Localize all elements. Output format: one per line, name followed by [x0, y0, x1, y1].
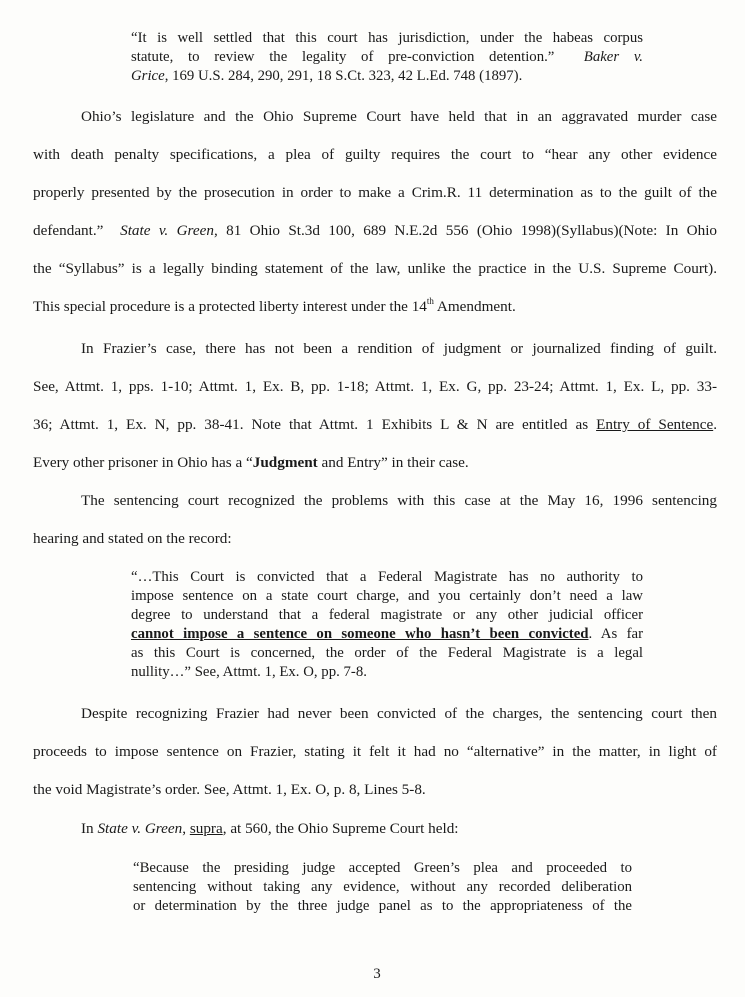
- page-number: 3: [373, 966, 381, 982]
- paragraph-line: The sentencing court recognized the problems with this case at the May 16, 1996 sentencing: [81, 492, 717, 509]
- paragraph-line: defendant.” State v. Green, 81 Ohio St.3d 100, 689 N.E.2d 556 (Ohio 1998)(Syllabus)(Note: In Ohio: [33, 222, 718, 239]
- emphasized-phrase: cannot impose a sentence on someone who hasn’t been convicted: [131, 626, 589, 642]
- case-citation: Grice: [131, 68, 165, 84]
- paragraph-line: the “Syllabus” is a legally binding statement of the law, unlike the practice in the U.S. Supreme Court).: [33, 260, 717, 277]
- quote-line: Grice, 169 U.S. 284, 290, 291, 18 S.Ct. 323, 42 L.Ed. 748 (1897).: [131, 68, 523, 84]
- paragraph-line: properly presented by the prosecution in order to make a Crim.R. 11 determination as to the guilt of the: [33, 184, 717, 201]
- quote-line: “…This Court is convicted that a Federal Magistrate has no authority to: [131, 569, 643, 585]
- quote-line: or determination by the three judge panel as to the appropriateness of the: [133, 898, 632, 914]
- case-citation: Baker v.: [583, 49, 643, 65]
- paragraph-line: In Frazier’s case, there has not been a rendition of judgment or journalized finding of guilt.: [81, 340, 717, 357]
- quote-line: statute, to review the legality of pre-conviction detention.” Baker v.: [131, 49, 643, 65]
- paragraph-line: Every other prisoner in Ohio has a “Judgment and Entry” in their case.: [33, 454, 469, 471]
- paragraph-line: Ohio’s legislature and the Ohio Supreme Court have held that in an aggravated murder case: [81, 108, 717, 125]
- paragraph-line: In State v. Green, supra, at 560, the Ohio Supreme Court held:: [81, 820, 459, 837]
- paragraph-line: with death penalty specifications, a plea of guilty requires the court to “hear any other evidence: [33, 146, 717, 163]
- quote-line: degree to understand that a federal magistrate or any other judicial officer: [131, 607, 643, 623]
- quote-line: nullity…” See, Attmt. 1, Ex. O, pp. 7-8.: [131, 664, 367, 680]
- quote-line: as this Court is concerned, the order of the Federal Magistrate is a legal: [131, 645, 643, 661]
- paragraph-line: This special procedure is a protected liberty interest under the 14th Amendment.: [33, 296, 516, 315]
- quote-line: impose sentence on a state court charge, and you certainly don’t need a law: [131, 588, 643, 604]
- paragraph-line: 36; Attmt. 1, Ex. N, pp. 38-41. Note that Attmt. 1 Exhibits L & N are entitled as Entry of Sentence.: [33, 416, 717, 433]
- paragraph-line: hearing and stated on the record:: [33, 530, 232, 547]
- underlined-title: Entry of Sentence: [596, 416, 714, 433]
- quote-line: “It is well settled that this court has jurisdiction, under the habeas corpus: [131, 30, 643, 46]
- paragraph-line: proceeds to impose sentence on Frazier, stating it felt it had no “alternative” in the matter, in light of: [33, 743, 717, 760]
- case-citation: State v. Green: [97, 820, 183, 837]
- case-citation: State v. Green: [120, 222, 214, 239]
- paragraph-line: See, Attmt. 1, pps. 1-10; Attmt. 1, Ex. B, pp. 1-18; Attmt. 1, Ex. G, pp. 23-24; Attmt. 1, Ex. L, pp. 33-: [33, 378, 717, 395]
- quote-line: sentencing without taking any evidence, without any recorded deliberation: [133, 879, 632, 895]
- paragraph-line: the void Magistrate’s order. See, Attmt. 1, Ex. O, p. 8, Lines 5-8.: [33, 781, 426, 798]
- supra-reference: supra: [189, 820, 223, 837]
- bold-term: Judgment: [252, 454, 318, 471]
- quote-line: “Because the presiding judge accepted Green’s plea and proceeded to: [133, 860, 632, 876]
- paragraph-line: Despite recognizing Frazier had never been convicted of the charges, the sentencing court then: [81, 705, 717, 722]
- quote-line: cannot impose a sentence on someone who hasn’t been convicted. As far: [131, 626, 643, 642]
